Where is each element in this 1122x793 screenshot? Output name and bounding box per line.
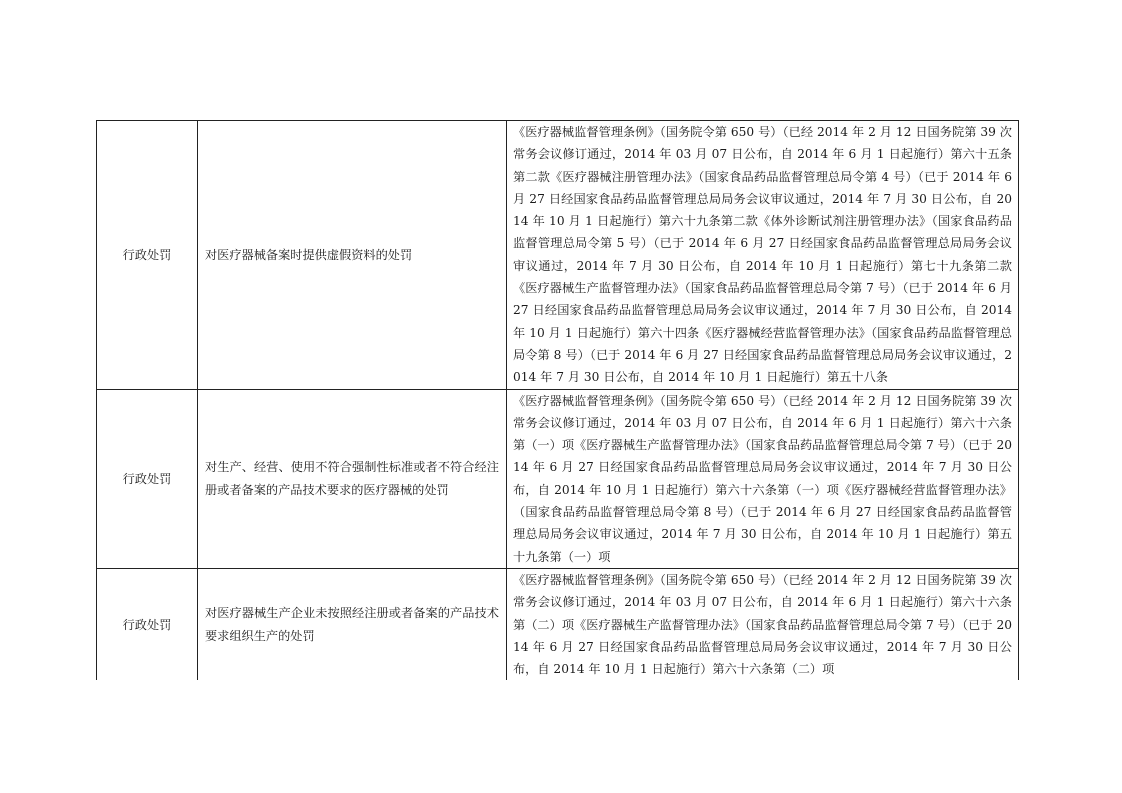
table-row bbox=[97, 568, 1019, 680]
table-row bbox=[97, 389, 1019, 568]
legal-basis-cell: 《医疗器械监督管理条例》（国务院令第 650 号）（已经 2014 年 2 月 12 日国务院第 39 次常务会议修订通过，2014 年 03 月 07 日公布，自 2014 年 6 月 1 日起施行）第六十五条第二款《医疗器械注册管理办法》（国家食品药品监督管理总局令第 4 号）（已于 2014 年 6 月 27 日经国家食品药品监督管理总局局务会议审议通过，2014 年 7 月 30 日公布，自 2014 年 10 月 1 日起施行）第六十九条第二款《体外诊断试剂注册管理办法》（国家食品药品监督管理总局令第 5 号）（已于 2014 年 6 月 27 日经国家食品药品监督管理总局局务会议审议通过，2014 年 7 月 30 日公布，自 2014 年 10 月 1 日起施行）第七十九条第二款《医疗器械生产监督管理办法》（国家食品药品监督管理总局令第 7 号）（已于 2014 年 6 月 27 日经国家食品药品监督管理总局局务会议审议通过，2014 年 7 月 30 日公布，自 2014 年 10 月 1 日起施行）第六十四条《医疗器械经营监督管理办法》（国家食品药品监督管理总局令第 8 号）（已于 2014 年 6 月 27 日经国家食品药品监督管理总局局务会议审议通过，2014 年 7 月 30 日公布，自 2014 年 10 月 1 日起施行）第五十八条 bbox=[507, 121, 1019, 390]
legal-basis-cell: 《医疗器械监督管理条例》（国务院令第 650 号）（已经 2014 年 2 月 12 日国务院第 39 次常务会议修订通过，2014 年 03 月 07 日公布，自 2014 年 6 月 1 日起施行）第六十六条第（二）项《医疗器械生产监督管理办法》（国家食品药品监督管理总局令第 7 号）（已于 2014 年 6 月 27 日经国家食品药品监督管理总局局务会议审议通过，2014 年 7 月 30 日公布，自 2014 年 10 月 1 日起施行）第六十六条第（二）项 bbox=[507, 568, 1019, 680]
penalty-type-cell: 行政处罚 bbox=[97, 389, 198, 568]
table-row bbox=[97, 121, 1019, 390]
penalty-table bbox=[96, 120, 1019, 680]
penalty-type-cell: 行政处罚 bbox=[97, 121, 198, 390]
penalty-item-cell: 对医疗器械备案时提供虚假资料的处罚 bbox=[198, 121, 507, 390]
penalty-type-cell: 行政处罚 bbox=[97, 568, 198, 680]
penalty-item-cell: 对医疗器械生产企业未按照经注册或者备案的产品技术要求组织生产的处罚 bbox=[198, 568, 507, 680]
legal-basis-cell: 《医疗器械监督管理条例》（国务院令第 650 号）（已经 2014 年 2 月 12 日国务院第 39 次常务会议修订通过，2014 年 03 月 07 日公布，自 2014 年 6 月 1 日起施行）第六十六条第（一）项《医疗器械生产监督管理办法》（国家食品药品监督管理总局令第 7 号）（已于 2014 年 6 月 27 日经国家食品药品监督管理总局局务会议审议通过，2014 年 7 月 30 日公布，自 2014 年 10 月 1 日起施行）第六十六条第（一）项《医疗器械经营监督管理办法》（国家食品药品监督管理总局令第 8 号）（已于 2014 年 6 月 27 日经国家食品药品监督管理总局局务会议审议通过，2014 年 7 月 30 日公布，自 2014 年 10 月 1 日起施行）第五十九条第（一）项 bbox=[507, 389, 1019, 568]
penalty-item-cell: 对生产、经营、使用不符合强制性标准或者不符合经注册或者备案的产品技术要求的医疗器械的处罚 bbox=[198, 389, 507, 568]
